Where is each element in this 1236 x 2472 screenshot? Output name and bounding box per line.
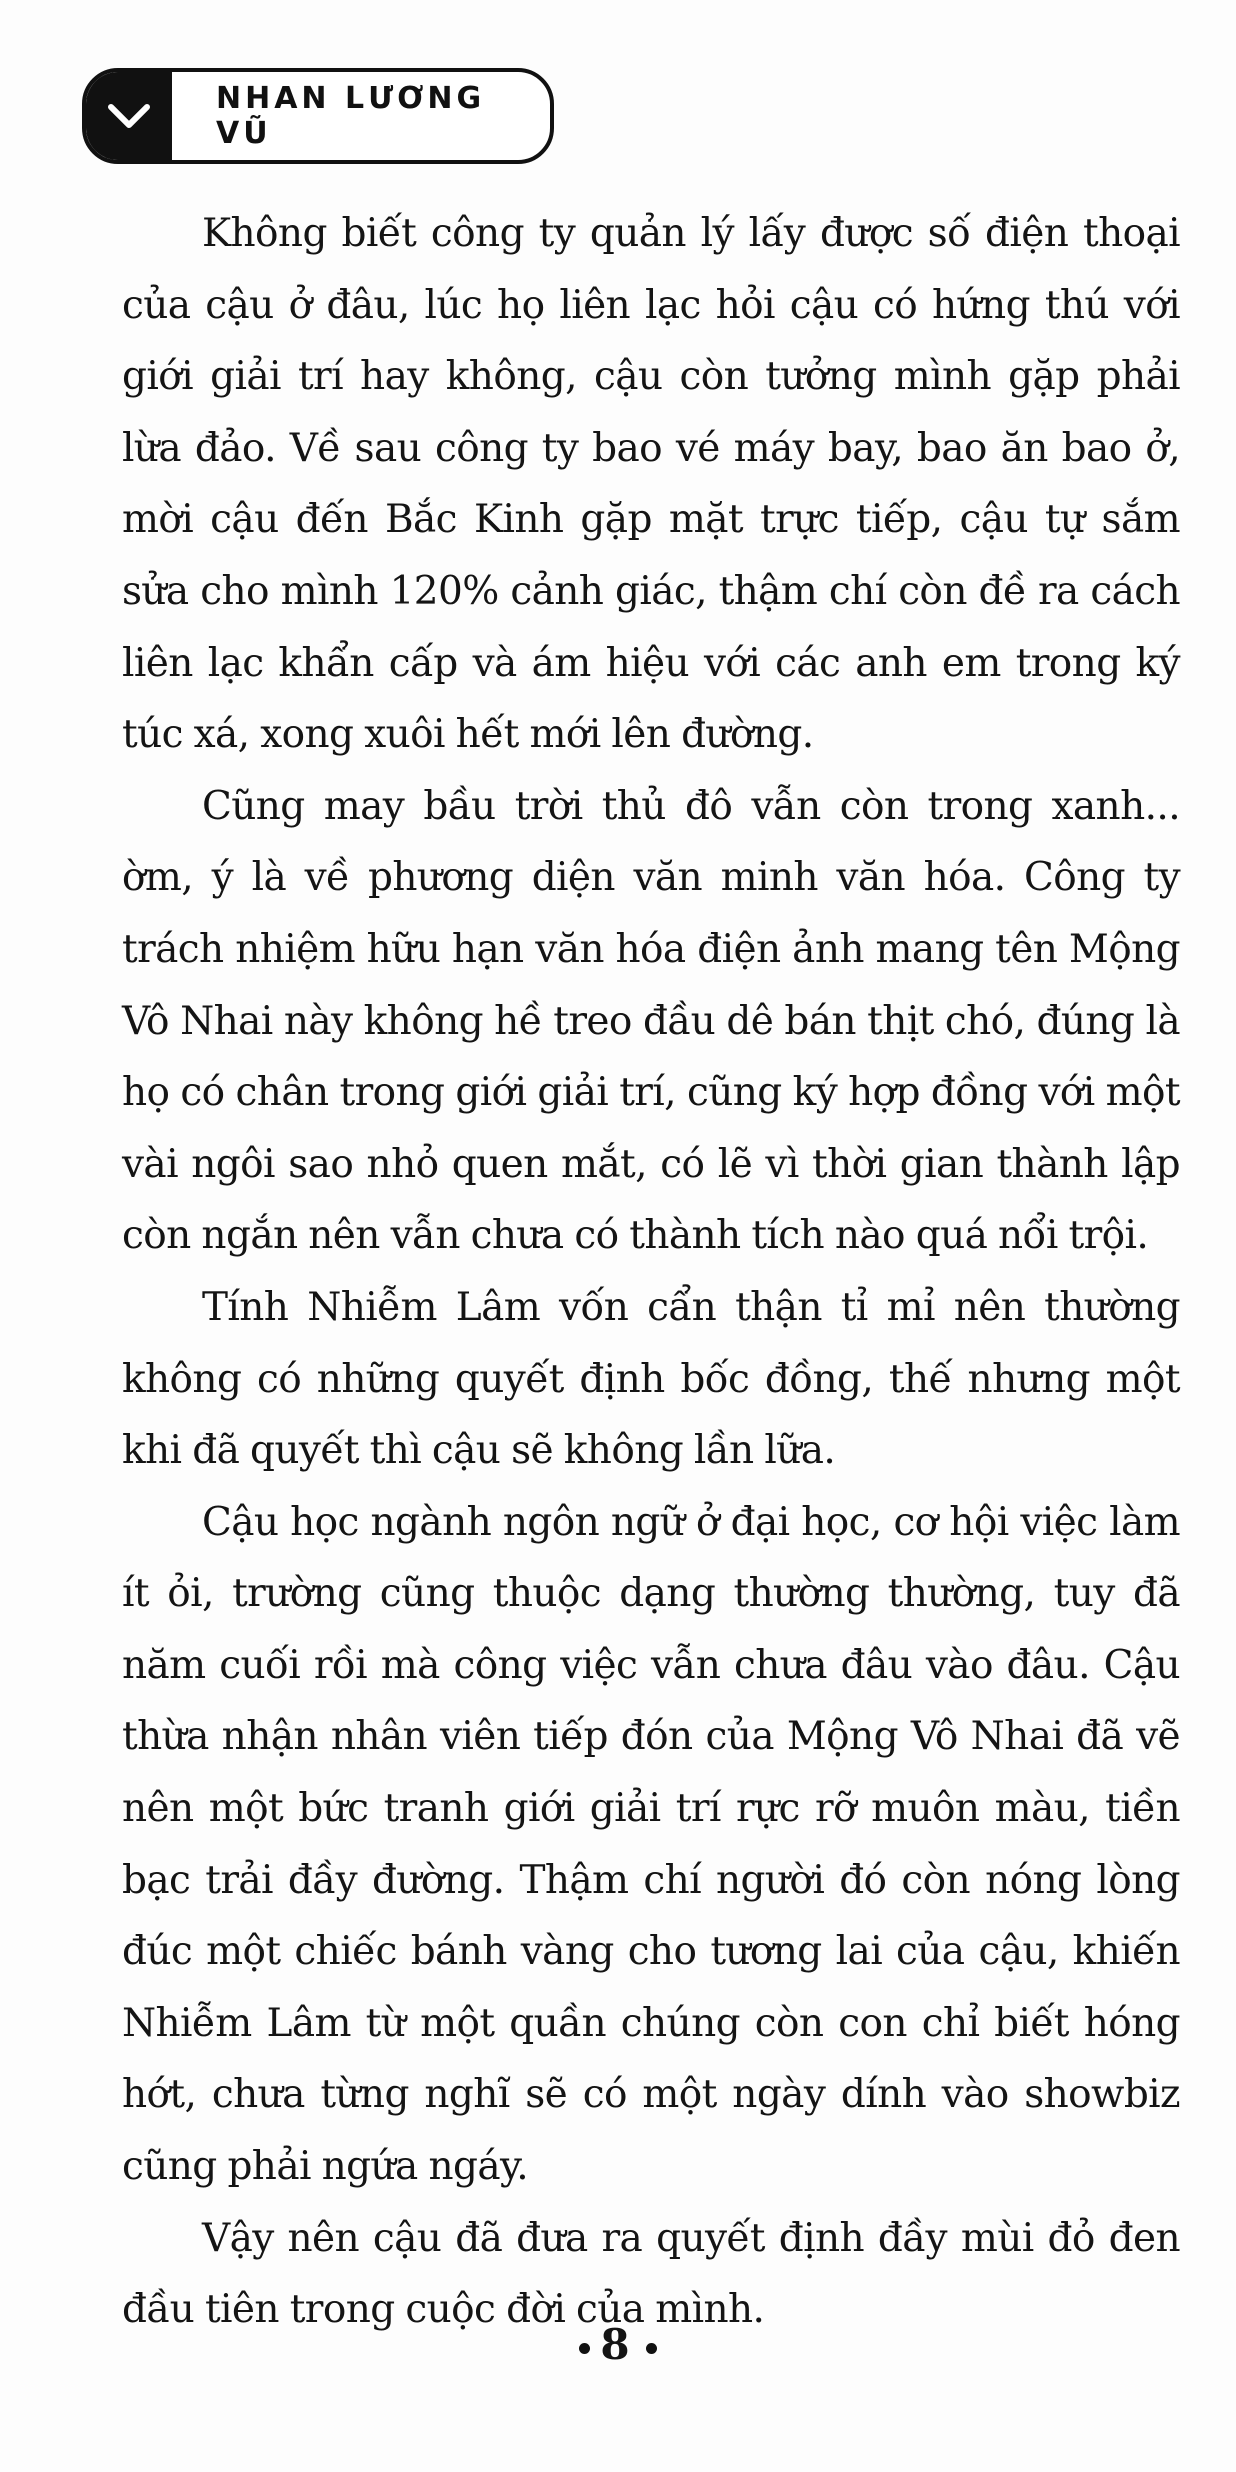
paragraph-4: Cậu học ngành ngôn ngữ ở đại học, cơ hội việc làm ít ỏi, trường cũng thuộc dạng thường thường, tuy đã năm cuối rồi mà công việc vẫn chưa đâu vào đâu. Cậu thừa nhận nhân viên tiếp đón của Mộng Vô Nhai đã vẽ nên một bức tranh giới giải trí rực rỡ muôn màu, tiền bạc trải đầy đường. Thậm chí người đó còn nóng lòng đúc một chiếc bánh vàng cho tương lai của cậu, khiến Nhiễm Lâm từ một quần chúng còn con chỉ biết hóng hớt, chưa từng nghĩ sẽ có một ngày dính vào showbiz cũng phải ngứa ngáy. [122, 1499, 1180, 2190]
chevron-down-icon [107, 101, 151, 131]
body-text [122, 198, 1180, 2346]
header-badge [86, 72, 172, 160]
running-header [82, 68, 554, 164]
page-number-value: 8 [600, 2320, 636, 2369]
author-name: NHAN LƯƠNG VŨ [216, 81, 486, 151]
bullet-dot-right [646, 2343, 657, 2354]
bullet-dot-left [579, 2343, 590, 2354]
page-number [0, 2320, 1236, 2369]
paragraph-1: Không biết công ty quản lý lấy được số điện thoại của cậu ở đâu, lúc họ liên lạc hỏi cậu có hứng thú với giới giải trí hay không, cậu còn tưởng mình gặp phải lừa đảo. Về sau công ty bao vé máy bay, bao ăn bao ở, mời cậu đến Bắc Kinh gặp mặt trực tiếp, cậu tự sắm sửa cho mình 120% cảnh giác, thậm chí còn đề ra cách liên lạc khẩn cấp và ám hiệu với các anh em trong ký túc xá, xong xuôi hết mới lên đường. [122, 211, 1180, 758]
paragraph-2: Cũng may bầu trời thủ đô vẫn còn trong xanh... ờm, ý là về phương diện văn minh văn hóa. Công ty trách nhiệm hữu hạn văn hóa điện ảnh mang tên Mộng Vô Nhai này không hề treo đầu dê bán thịt chó, đúng là họ có chân trong giới giải trí, cũng ký hợp đồng với một vài ngôi sao nhỏ quen mắt, có lẽ vì thời gian thành lập còn ngắn nên vẫn chưa có thành tích nào quá nổi trội. [122, 783, 1180, 1259]
paragraph-3: Tính Nhiễm Lâm vốn cẩn thận tỉ mỉ nên thường không có những quyết định bốc đồng, thế nhưng một khi đã quyết thì cậu sẽ không lần lữa. [122, 1284, 1180, 1474]
paragraph-5: Vậy nên cậu đã đưa ra quyết định đầy mùi đỏ đen đầu tiên trong cuộc đời của mình. [122, 2215, 1180, 2333]
